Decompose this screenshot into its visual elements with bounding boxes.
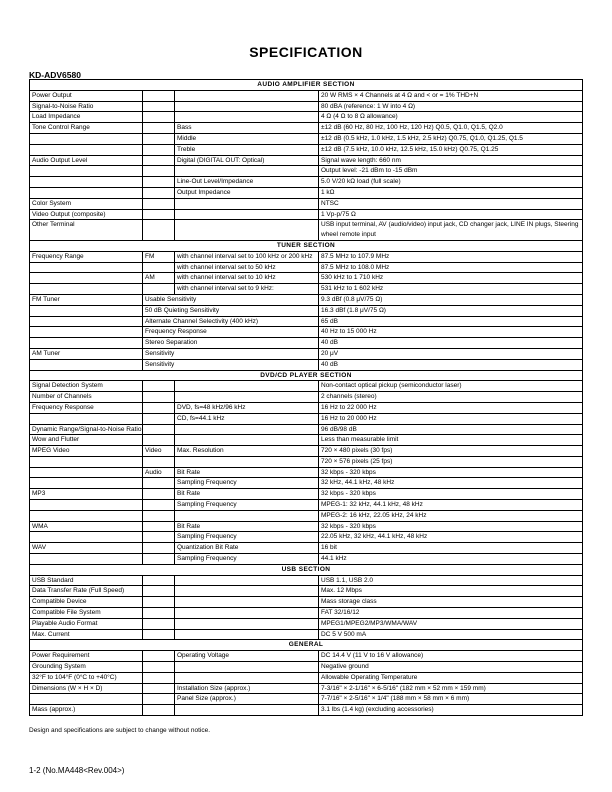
spec-condition	[175, 672, 319, 683]
spec-value: 65 dB	[319, 316, 583, 327]
spec-item: Frequency Response	[30, 402, 143, 413]
table-row	[30, 510, 583, 521]
spec-value: Output level: -21 dBm to -15 dBm	[319, 166, 583, 177]
spec-subitem	[143, 90, 175, 101]
spec-value: 16 Hz to 22 000 Hz	[319, 402, 583, 413]
spec-subitem	[143, 478, 175, 489]
spec-subitem	[143, 489, 175, 500]
spec-subitem	[143, 532, 175, 543]
table-row	[30, 144, 583, 155]
spec-condition: Stereo Separation	[143, 338, 319, 349]
spec-subitem	[143, 694, 175, 705]
table-row	[30, 338, 583, 349]
spec-item: Tone Control Range	[30, 123, 143, 134]
table-row	[30, 500, 583, 511]
spec-condition	[175, 618, 319, 629]
spec-condition: Sensitivity	[143, 359, 319, 370]
spec-item: Number of Channels	[30, 392, 143, 403]
spec-value: 16 bit	[319, 543, 583, 554]
spec-value: 40 Hz to 15 000 Hz	[319, 327, 583, 338]
spec-item	[30, 500, 143, 511]
spec-subitem	[143, 262, 175, 273]
spec-subitem	[143, 618, 175, 629]
table-row	[30, 187, 583, 198]
spec-condition: 50 dB Quieting Sensitivity	[143, 305, 319, 316]
spec-subitem	[143, 629, 175, 640]
spec-subitem	[143, 220, 175, 241]
spec-value: Allowable Operating Temperature	[319, 672, 583, 683]
table-row	[30, 359, 583, 370]
spec-item: Dimensions (W × H × D)	[30, 683, 143, 694]
spec-subitem: AM	[143, 273, 175, 284]
spec-condition: Panel Size (approx.)	[175, 694, 319, 705]
spec-value: 87.5 MHz to 107.9 MHz	[319, 251, 583, 262]
spec-condition: Line-Out Level/Impedance	[175, 177, 319, 188]
spec-item: Signal Detection System	[30, 381, 143, 392]
spec-condition	[175, 198, 319, 209]
spec-condition	[175, 424, 319, 435]
spec-condition	[175, 166, 319, 177]
table-row	[30, 478, 583, 489]
section-header-row	[30, 80, 583, 91]
spec-item: Data Transfer Rate (Full Speed)	[30, 586, 143, 597]
spec-value: 3.1 lbs (1.4 kg) (excluding accessories)	[319, 705, 583, 716]
spec-subitem	[143, 402, 175, 413]
spec-item	[30, 413, 143, 424]
spec-item: Wow and Flutter	[30, 435, 143, 446]
spec-condition: Alternate Channel Selectivity (400 kHz)	[143, 316, 319, 327]
table-row	[30, 532, 583, 543]
spec-item: Color System	[30, 198, 143, 209]
spec-condition: with channel interval set to 100 kHz or 200 kHz	[175, 251, 319, 262]
spec-condition	[175, 112, 319, 123]
spec-subitem	[143, 284, 175, 295]
spec-value: Mass storage class	[319, 597, 583, 608]
spec-item	[30, 284, 143, 295]
table-row	[30, 284, 583, 295]
disclaimer-note: Design and specifications are subject to change without notice.	[29, 727, 211, 734]
spec-condition: Operating Voltage	[175, 651, 319, 662]
spec-item: Grounding System	[30, 662, 143, 673]
spec-value: 44.1 kHz	[319, 554, 583, 565]
spec-item: WAV	[30, 543, 143, 554]
spec-condition: Sampling Frequency	[175, 532, 319, 543]
spec-item: Compatible Device	[30, 597, 143, 608]
spec-condition: Sampling Frequency	[175, 500, 319, 511]
spec-value: 720 × 480 pixels (30 fps)	[319, 446, 583, 457]
table-row	[30, 424, 583, 435]
spec-value: 720 × 576 pixels (25 fps)	[319, 456, 583, 467]
spec-item: USB Standard	[30, 575, 143, 586]
spec-table	[29, 79, 583, 716]
spec-item: MP3	[30, 489, 143, 500]
table-row	[30, 251, 583, 262]
table-row	[30, 402, 583, 413]
spec-subitem	[143, 672, 175, 683]
table-row	[30, 123, 583, 134]
spec-item	[30, 305, 143, 316]
spec-condition	[175, 456, 319, 467]
spec-value: 80 dBA (reference: 1 W into 4 Ω)	[319, 101, 583, 112]
spec-condition: Output Impedance	[175, 187, 319, 198]
spec-condition	[175, 510, 319, 521]
table-row	[30, 446, 583, 457]
spec-subitem	[143, 123, 175, 134]
spec-subitem	[143, 413, 175, 424]
spec-subitem	[143, 166, 175, 177]
table-row	[30, 413, 583, 424]
spec-item: Other Terminal	[30, 220, 143, 241]
page-footer: 1-2 (No.MA448<Rev.004>)	[29, 766, 125, 775]
table-row	[30, 586, 583, 597]
spec-value: 40 dB	[319, 338, 583, 349]
spec-condition	[175, 220, 319, 241]
spec-value: 32 kbps - 320 kbps	[319, 521, 583, 532]
spec-condition: CD, fs=44.1 kHz	[175, 413, 319, 424]
spec-subitem	[143, 381, 175, 392]
spec-item	[30, 554, 143, 565]
spec-condition: Middle	[175, 133, 319, 144]
spec-item: Dynamic Range/Signal-to-Noise Ratio	[30, 424, 143, 435]
table-row	[30, 348, 583, 359]
spec-subitem	[143, 133, 175, 144]
spec-item	[30, 510, 143, 521]
spec-subitem	[143, 683, 175, 694]
spec-subitem	[143, 554, 175, 565]
spec-value: Signal wave length: 660 nm	[319, 155, 583, 166]
spec-value: 20 μV	[319, 348, 583, 359]
spec-value: 32 kHz, 44.1 kHz, 48 kHz	[319, 478, 583, 489]
spec-condition	[175, 392, 319, 403]
spec-condition	[175, 101, 319, 112]
section-header-row	[30, 240, 583, 251]
spec-item: Max. Current	[30, 629, 143, 640]
spec-subitem	[143, 112, 175, 123]
spec-item	[30, 177, 143, 188]
table-row	[30, 177, 583, 188]
spec-item: Power Requirement	[30, 651, 143, 662]
spec-item: 32°F to 104°F (0°C to +40°C)	[30, 672, 143, 683]
spec-value: 16.3 dBf (1.8 μV/75 Ω)	[319, 305, 583, 316]
spec-item: Mass (approx.)	[30, 705, 143, 716]
spec-subitem	[143, 198, 175, 209]
spec-value: 20 W RMS × 4 Channels at 4 Ω and < or = 1% THD+N	[319, 90, 583, 101]
table-row	[30, 327, 583, 338]
spec-condition	[175, 435, 319, 446]
table-row	[30, 166, 583, 177]
spec-value: Non-contact optical pickup (semiconductor laser)	[319, 381, 583, 392]
spec-condition	[175, 705, 319, 716]
spec-condition: Sampling Frequency	[175, 478, 319, 489]
table-row	[30, 662, 583, 673]
spec-condition: Max. Resolution	[175, 446, 319, 457]
spec-value: 530 kHz to 1 710 kHz	[319, 273, 583, 284]
spec-subitem	[143, 144, 175, 155]
spec-value: MPEG-1: 32 kHz, 44.1 kHz, 48 kHz	[319, 500, 583, 511]
spec-value: ±12 dB (60 Hz, 80 Hz, 100 Hz, 120 Hz) Q0.5, Q1.0, Q1.5, Q2.0	[319, 123, 583, 134]
spec-condition	[175, 381, 319, 392]
spec-item	[30, 133, 143, 144]
spec-value: 7-7/16" × 2-5/16" × 1/4" (188 mm × 58 mm × 6 mm)	[319, 694, 583, 705]
spec-condition: Treble	[175, 144, 319, 155]
spec-item	[30, 144, 143, 155]
spec-subitem	[143, 177, 175, 188]
spec-value: Less than measurable limit	[319, 435, 583, 446]
section-title: GENERAL	[30, 640, 583, 651]
spec-item	[30, 338, 143, 349]
spec-value: ±12 dB (7.5 kHz, 10.0 kHz, 12.5 kHz, 15.0 kHz) Q0.75, Q1.25	[319, 144, 583, 155]
spec-condition: DVD, fs=48 kHz/96 kHz	[175, 402, 319, 413]
table-row	[30, 543, 583, 554]
spec-subitem	[143, 510, 175, 521]
spec-item: WMA	[30, 521, 143, 532]
spec-value: Max. 12 Mbps	[319, 586, 583, 597]
spec-condition: Usable Sensitivity	[143, 294, 319, 305]
model-name: KD-ADV6580	[29, 70, 81, 80]
spec-subitem	[143, 597, 175, 608]
section-header-row	[30, 564, 583, 575]
table-row	[30, 575, 583, 586]
spec-item: Load Impedance	[30, 112, 143, 123]
spec-value: NTSC	[319, 198, 583, 209]
spec-item: Signal-to-Noise Ratio	[30, 101, 143, 112]
spec-subitem: Audio	[143, 467, 175, 478]
spec-value: MPEG-2: 16 kHz, 22.05 kHz, 24 kHz	[319, 510, 583, 521]
spec-item	[30, 694, 143, 705]
spec-subitem	[143, 575, 175, 586]
spec-value: 5.0 V/20 kΩ load (full scale)	[319, 177, 583, 188]
spec-subitem	[143, 608, 175, 619]
spec-subitem	[143, 586, 175, 597]
spec-subitem	[143, 543, 175, 554]
spec-condition: with channel interval set to 9 kHz:	[175, 284, 319, 295]
spec-value: 7-3/16" × 2-1/16" × 6-5/16" (182 mm × 52 mm × 159 mm)	[319, 683, 583, 694]
table-row	[30, 435, 583, 446]
spec-value: Negative ground	[319, 662, 583, 673]
spec-item: AM Tuner	[30, 348, 143, 359]
spec-value: 22.05 kHz, 32 kHz, 44.1 kHz, 48 kHz	[319, 532, 583, 543]
spec-item	[30, 467, 143, 478]
spec-condition	[175, 90, 319, 101]
spec-subitem	[143, 651, 175, 662]
spec-value: 531 kHz to 1 602 kHz	[319, 284, 583, 295]
table-row	[30, 694, 583, 705]
spec-item	[30, 359, 143, 370]
spec-condition: Installation Size (approx.)	[175, 683, 319, 694]
spec-subitem	[143, 705, 175, 716]
spec-condition	[175, 575, 319, 586]
spec-condition: Quantization Bit Rate	[175, 543, 319, 554]
spec-subitem: Video	[143, 446, 175, 457]
spec-item: MPEG Video	[30, 446, 143, 457]
spec-condition	[175, 629, 319, 640]
spec-value: USB 1.1, USB 2.0	[319, 575, 583, 586]
spec-item	[30, 262, 143, 273]
spec-condition: Digital (DIGITAL OUT: Optical)	[175, 155, 319, 166]
table-row	[30, 294, 583, 305]
spec-value: USB input terminal, AV (audio/video) input jack, CD changer jack, LINE IN plugs, Steering wheel remote input	[319, 220, 583, 241]
table-row	[30, 198, 583, 209]
spec-subitem: FM	[143, 251, 175, 262]
table-row	[30, 489, 583, 500]
spec-subitem	[143, 155, 175, 166]
spec-value: 87.5 MHz to 108.0 MHz	[319, 262, 583, 273]
spec-subitem	[143, 500, 175, 511]
spec-subitem	[143, 424, 175, 435]
spec-value: 1 kΩ	[319, 187, 583, 198]
spec-item	[30, 478, 143, 489]
spec-subitem	[143, 521, 175, 532]
spec-item: Compatible File System	[30, 608, 143, 619]
table-row	[30, 521, 583, 532]
table-row	[30, 209, 583, 220]
table-row	[30, 672, 583, 683]
table-row	[30, 467, 583, 478]
spec-item: Playable Audio Format	[30, 618, 143, 629]
spec-condition: Bass	[175, 123, 319, 134]
table-row	[30, 316, 583, 327]
table-row	[30, 705, 583, 716]
table-row	[30, 608, 583, 619]
table-row	[30, 392, 583, 403]
table-row	[30, 90, 583, 101]
table-row	[30, 456, 583, 467]
spec-item	[30, 166, 143, 177]
spec-value: 32 kbps - 320 kbps	[319, 489, 583, 500]
spec-item: FM Tuner	[30, 294, 143, 305]
page-title: SPECIFICATION	[249, 44, 363, 60]
spec-item: Power Output	[30, 90, 143, 101]
spec-item	[30, 532, 143, 543]
spec-condition: Bit Rate	[175, 521, 319, 532]
spec-value: FAT 32/16/12	[319, 608, 583, 619]
spec-condition	[175, 608, 319, 619]
section-title: DVD/CD PLAYER SECTION	[30, 370, 583, 381]
spec-value: 32 kbps - 320 kbps	[319, 467, 583, 478]
spec-item	[30, 316, 143, 327]
spec-item	[30, 187, 143, 198]
spec-value: 40 dB	[319, 359, 583, 370]
spec-item	[30, 327, 143, 338]
table-row	[30, 683, 583, 694]
table-row	[30, 262, 583, 273]
section-title: TUNER SECTION	[30, 240, 583, 251]
section-title: USB SECTION	[30, 564, 583, 575]
section-header-row	[30, 370, 583, 381]
spec-subitem	[143, 209, 175, 220]
spec-condition	[175, 209, 319, 220]
spec-item: Audio Output Level	[30, 155, 143, 166]
spec-condition: Frequency Response	[143, 327, 319, 338]
spec-value: DC 14.4 V (11 V to 16 V allowance)	[319, 651, 583, 662]
table-row	[30, 133, 583, 144]
spec-condition: Bit Rate	[175, 489, 319, 500]
spec-value: 4 Ω (4 Ω to 8 Ω allowance)	[319, 112, 583, 123]
spec-item: Frequency Range	[30, 251, 143, 262]
spec-subitem	[143, 392, 175, 403]
spec-condition: Bit Rate	[175, 467, 319, 478]
section-header-row	[30, 640, 583, 651]
table-row	[30, 305, 583, 316]
table-row	[30, 112, 583, 123]
spec-condition: with channel interval set to 50 kHz	[175, 262, 319, 273]
table-row	[30, 629, 583, 640]
table-row	[30, 618, 583, 629]
spec-condition: Sensitivity	[143, 348, 319, 359]
spec-condition: Sampling Frequency	[175, 554, 319, 565]
spec-value: MPEG1/MPEG2/MP3/WMA/WAV	[319, 618, 583, 629]
spec-value: DC 5 V 500 mA	[319, 629, 583, 640]
table-row	[30, 220, 583, 241]
spec-subitem	[143, 101, 175, 112]
spec-item	[30, 456, 143, 467]
table-row	[30, 597, 583, 608]
spec-condition: with channel interval set to 10 kHz	[175, 273, 319, 284]
spec-item	[30, 273, 143, 284]
spec-subitem	[143, 435, 175, 446]
spec-value: 9.3 dBf (0.8 μV/75 Ω)	[319, 294, 583, 305]
spec-condition	[175, 597, 319, 608]
section-title: AUDIO AMPLIFIER SECTION	[30, 80, 583, 91]
spec-value: ±12 dB (0.5 kHz, 1.0 kHz, 1.5 kHz, 2.5 kHz) Q0.75, Q1.0, Q1.25, Q1.5	[319, 133, 583, 144]
table-row	[30, 273, 583, 284]
table-row	[30, 101, 583, 112]
spec-subitem	[143, 187, 175, 198]
spec-value: 96 dB/98 dB	[319, 424, 583, 435]
table-row	[30, 554, 583, 565]
table-row	[30, 155, 583, 166]
spec-subitem	[143, 662, 175, 673]
spec-condition	[175, 586, 319, 597]
table-row	[30, 381, 583, 392]
spec-item: Video Output (composite)	[30, 209, 143, 220]
spec-condition	[175, 662, 319, 673]
spec-value: 2 channels (stereo)	[319, 392, 583, 403]
spec-value: 16 Hz to 20 000 Hz	[319, 413, 583, 424]
spec-value: 1 Vp-p/75 Ω	[319, 209, 583, 220]
table-row	[30, 651, 583, 662]
spec-subitem	[143, 456, 175, 467]
